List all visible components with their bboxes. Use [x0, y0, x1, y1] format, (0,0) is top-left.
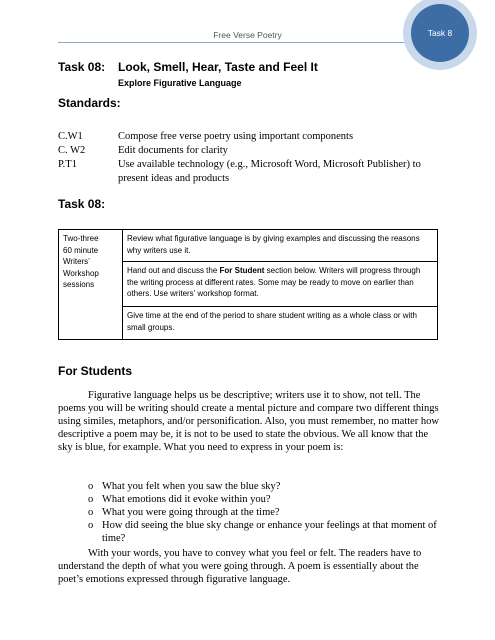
students-paragraph: Figurative language helps us be descriptive; writers use it to show, not tell. The poems you will be writing should create a mental picture and compare two different things using similes, metaphors, and/or personification. Also, you must remember, no matter how descriptive a poem may be, it is not to be used to state the obvious. We all know that the sky is blue, for example. What you need to express in your poem is:	[58, 390, 440, 453]
task-label: Task 08:	[58, 60, 106, 74]
time-line: Two-three	[63, 234, 99, 243]
task-section-heading: Task 08:	[58, 197, 106, 211]
question-text: What emotions did it evoke within you?	[102, 494, 271, 505]
step-cell: Review what figurative language is by giving examples and discussing the reasons why writers use it.	[123, 230, 438, 262]
step-bold-text: For Student	[219, 266, 265, 275]
question-text: What you felt when you saw the blue sky?	[102, 481, 281, 492]
standard-description: Compose free verse poetry using important components	[118, 131, 354, 142]
standard-code: C.W1	[58, 131, 83, 142]
task-name: Look, Smell, Hear, Taste and Feel It	[118, 60, 318, 74]
running-header: Free Verse Poetry	[213, 30, 282, 40]
standard-description: Edit documents for clarity	[118, 145, 228, 156]
header-divider	[58, 42, 438, 43]
time-line: sessions	[63, 280, 95, 289]
question-text: What you were going through at the time?	[102, 507, 280, 518]
step-cell	[123, 262, 438, 307]
standards-heading: Standards:	[58, 96, 121, 110]
standard-code: C. W2	[58, 145, 86, 156]
students-heading: For Students	[58, 364, 132, 378]
question-item	[88, 493, 438, 506]
bullet-icon: o	[88, 507, 94, 518]
task-subtitle: Explore Figurative Language	[118, 78, 242, 88]
reflection-questions	[88, 480, 438, 545]
step-cell: Give time at the end of the period to share student writing as a whole class or with small groups.	[123, 307, 438, 340]
question-text: How did seeing the blue sky change or enhance your feelings at that moment of time?	[102, 520, 437, 544]
standard-description: Use available technology (e.g., Microsoft Word, Microsoft Publisher) to present ideas and products	[118, 159, 421, 184]
question-item	[88, 506, 438, 519]
standard-code: P.T1	[58, 159, 77, 170]
question-item	[88, 519, 438, 545]
bullet-icon: o	[88, 520, 94, 531]
bullet-icon: o	[88, 494, 94, 505]
students-closing-paragraph: With your words, you have to convey what you feel or felt. The readers have to understand the depth of what you were going through. A poem is essentially about the poet’s emotions expressed through figurative language.	[58, 548, 422, 585]
question-item	[88, 480, 438, 493]
time-cell	[59, 230, 123, 340]
task-badge: Task 8	[411, 4, 469, 62]
step-text: Hand out and discuss the	[127, 266, 220, 275]
time-line: Workshop	[63, 268, 99, 278]
task-schedule-table	[58, 229, 438, 340]
time-line: Writers’	[63, 257, 90, 266]
step-text: section below. Writers will progress through the writing process at different rates. Some may be ready to move on earlier than others. Use writers’ workshop format.	[127, 266, 421, 298]
task-title	[58, 60, 318, 74]
time-line: 60 minute	[63, 245, 99, 255]
bullet-icon: o	[88, 481, 94, 492]
